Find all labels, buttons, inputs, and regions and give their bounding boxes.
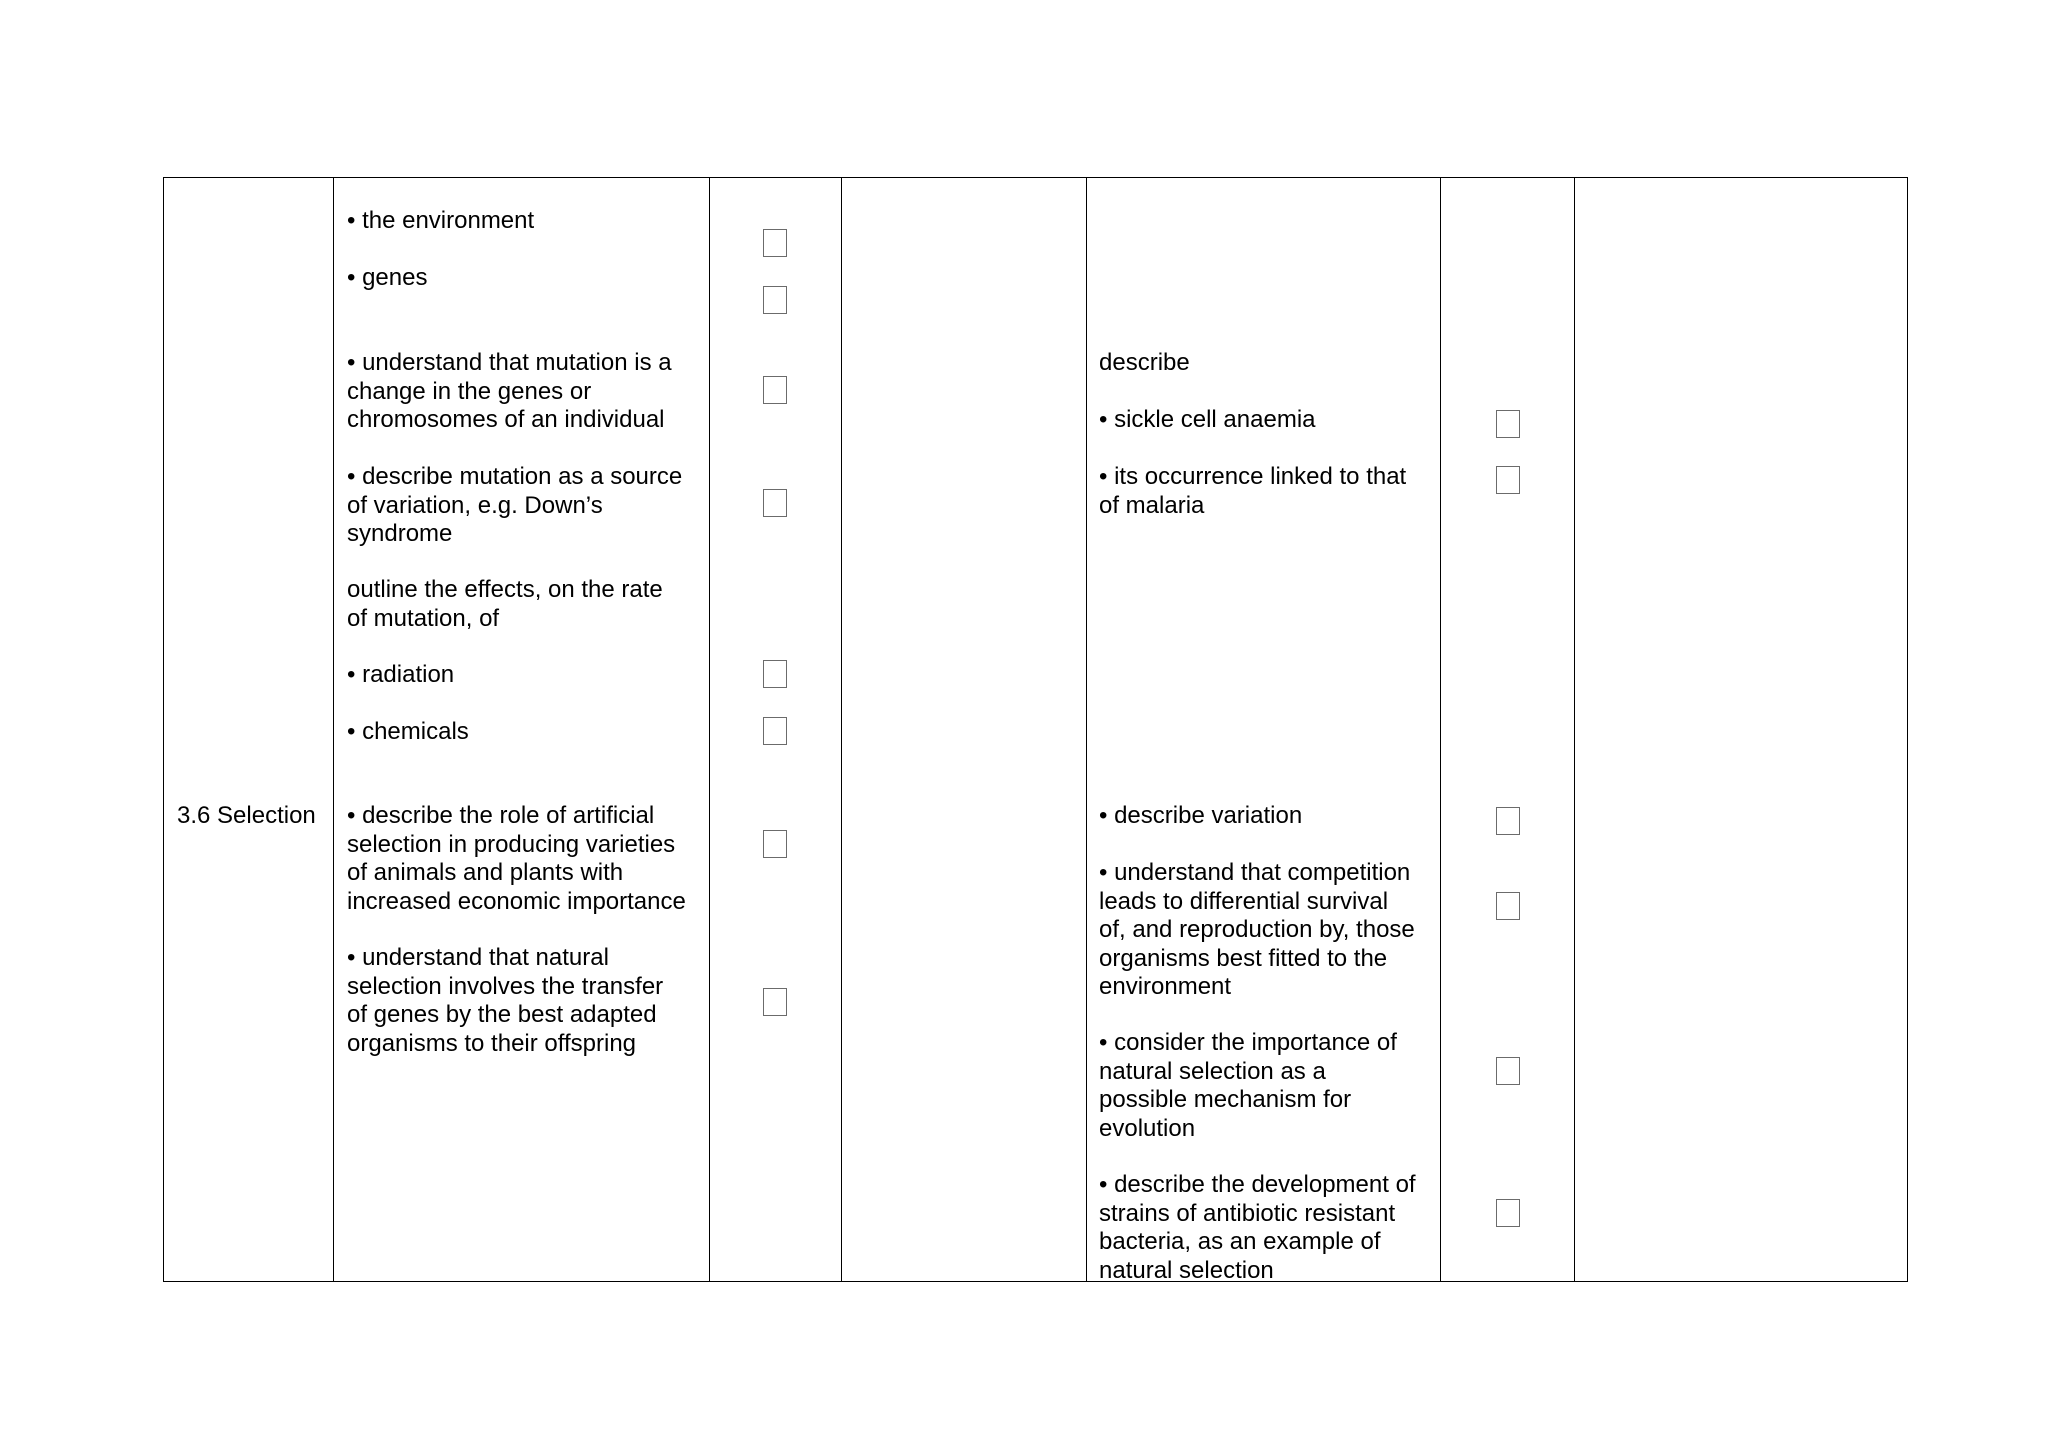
checkbox-antibiotic-resistance[interactable] bbox=[1496, 1199, 1520, 1227]
list-item-chemicals: • chemicals bbox=[347, 718, 469, 745]
describe-heading: describe bbox=[1099, 349, 1190, 376]
checkbox-describe-variation[interactable] bbox=[1496, 807, 1520, 835]
list-item-mutation-source: • describe mutation as a source of variation, e.g. Down’s syndrome bbox=[347, 463, 683, 547]
section-label: 3.6 Selection bbox=[177, 802, 316, 829]
column-divider bbox=[333, 177, 334, 1282]
list-item-radiation: • radiation bbox=[347, 661, 455, 688]
column-divider bbox=[1440, 177, 1441, 1282]
checkbox-sickle-cell[interactable] bbox=[1496, 410, 1520, 438]
checkbox-mutation-source[interactable] bbox=[763, 489, 787, 517]
list-item-malaria: • its occurrence linked to that of malaria bbox=[1099, 463, 1407, 519]
checkbox-artificial-selection[interactable] bbox=[763, 830, 787, 858]
list-item-genes: • genes bbox=[347, 264, 428, 291]
checkbox-natural-selection-importance[interactable] bbox=[1496, 1057, 1520, 1085]
list-item-describe-variation: • describe variation bbox=[1099, 802, 1303, 829]
column-divider bbox=[709, 177, 710, 1282]
checkbox-genes[interactable] bbox=[763, 286, 787, 314]
checkbox-natural-selection[interactable] bbox=[763, 988, 787, 1016]
list-item-artificial-selection: • describe the role of artificial selection in producing varieties of animals and plants with increased economic importance bbox=[347, 802, 686, 915]
checkbox-mutation-change[interactable] bbox=[763, 376, 787, 404]
column-divider bbox=[1086, 177, 1087, 1282]
list-item-sickle-cell: • sickle cell anaemia bbox=[1099, 406, 1316, 433]
checkbox-competition[interactable] bbox=[1496, 892, 1520, 920]
checkbox-chemicals[interactable] bbox=[763, 717, 787, 745]
list-item-natural-selection: • understand that natural selection involves the transfer of genes by the best adapted organisms to their offspring bbox=[347, 944, 664, 1057]
list-item-mutation-change: • understand that mutation is a change in the genes or chromosomes of an individual bbox=[347, 349, 672, 433]
checkbox-malaria[interactable] bbox=[1496, 466, 1520, 494]
column-divider bbox=[841, 177, 842, 1282]
list-item-antibiotic-resistance: • describe the development of strains of antibiotic resistant bacteria, as an example of natural selection bbox=[1099, 1171, 1416, 1284]
list-item-environment: • the environment bbox=[347, 207, 535, 234]
column-divider bbox=[1574, 177, 1575, 1282]
checkbox-radiation[interactable] bbox=[763, 660, 787, 688]
list-item-competition: • understand that competition leads to differential survival of, and reproduction by, those organisms best fitted to the environment bbox=[1099, 859, 1415, 1000]
outline-effects-heading: outline the effects, on the rate of mutation, of bbox=[347, 576, 663, 632]
list-item-natural-selection-importance: • consider the importance of natural selection as a possible mechanism for evolution bbox=[1099, 1029, 1397, 1142]
checkbox-environment[interactable] bbox=[763, 229, 787, 257]
